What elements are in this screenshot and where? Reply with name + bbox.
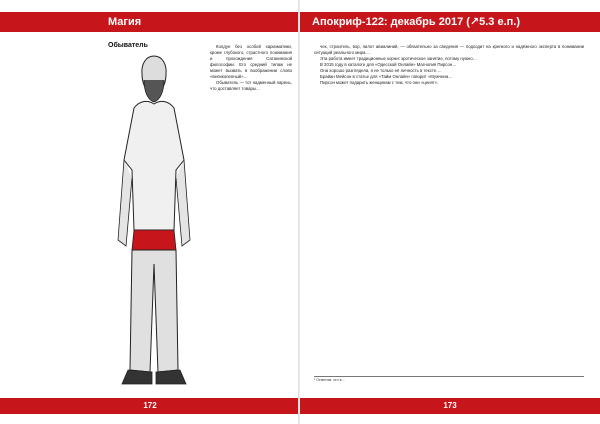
- right-body-column: [314, 44, 584, 374]
- body-paragraph: Эта работа имеет традиционные корни: эротическое занятие, потому нужно…: [320, 56, 477, 61]
- section-title: Магия: [108, 16, 142, 28]
- left-page-number: 172: [0, 398, 300, 414]
- illustration-man: [110, 50, 198, 390]
- body-paragraph: Колдун без особой харизматики, кроме глубокого, страстного понимания и прохождения Сатанинской философии. Его средний типаж не может вызвать в воображении слово «великолепный»…: [210, 44, 292, 79]
- illustration-caption: Обыватель: [108, 42, 148, 49]
- issue-title: Апокриф-122: декабрь 2017 (↗5.3 е.п.): [312, 16, 521, 28]
- footnote: ¹ Отметим, что в…: [314, 376, 584, 404]
- body-paragraph: Обыватель — тот надменный парень, что доставляет товары…: [210, 80, 292, 91]
- left-body-column: [210, 44, 292, 392]
- left-header-bar: [0, 12, 300, 32]
- body-paragraph: чек, строитель, вор, пилот авиалиний, — обязательно за сведения — подходит на крепкого и надёжного эксперта в понимании ситуаций реального мира.…: [314, 44, 584, 55]
- body-paragraph: Она хорошо разглядела, я не только её личность в тексте.…: [320, 68, 442, 73]
- body-paragraph: Пирсон может подарить женщинам с тем, что они «ценят».: [320, 80, 439, 85]
- body-paragraph: Брайан Мейсон в статье для «Тайм Онлайн» говорит «Мужчина…: [320, 74, 453, 79]
- right-header-bar: [300, 12, 600, 32]
- right-page-number: 173: [300, 398, 600, 414]
- body-paragraph: В 2015 году в каталоге для «Одесской Онлайн» Магнолия Пирсон…: [320, 62, 457, 67]
- right-page: [300, 0, 600, 424]
